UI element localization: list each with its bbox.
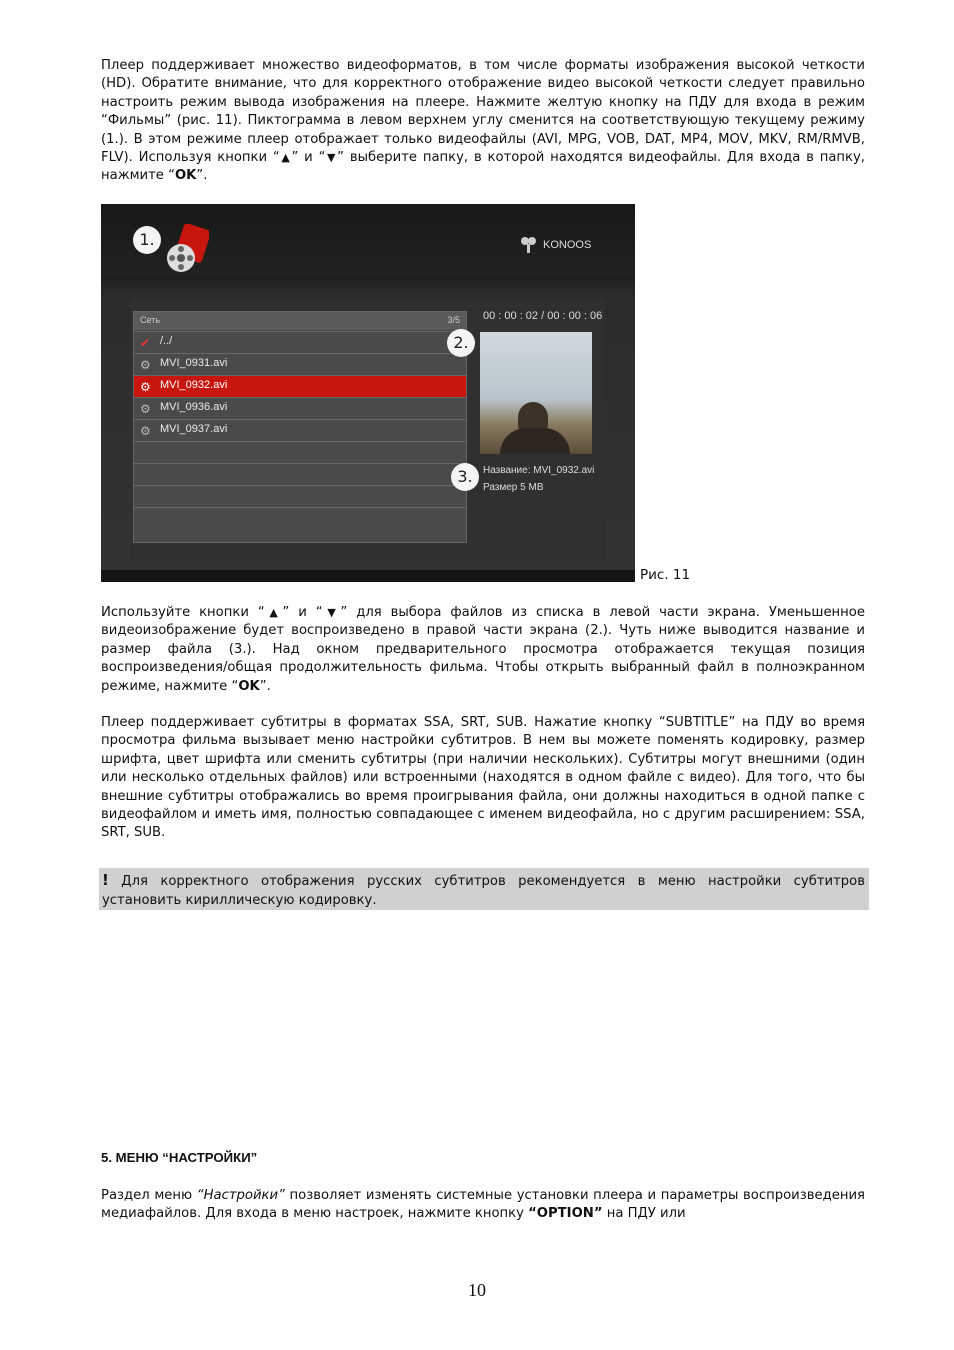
- list-item-label: /../: [160, 335, 173, 347]
- list-item-parent[interactable]: [134, 331, 466, 353]
- text-run: ”.: [196, 168, 208, 184]
- person-body: [500, 428, 570, 454]
- text-run: ” выберите папку, в которой находятся видеофайлы. Для входа в папку, нажмите “: [101, 150, 865, 184]
- video-file-icon: ⚙: [140, 380, 151, 394]
- text-run: на ПДУ или: [602, 1206, 686, 1222]
- file-list: [133, 311, 467, 543]
- file-size-info: Размер 5 MB: [483, 482, 544, 493]
- note-box: [99, 868, 869, 910]
- up-arrow-icon: ▲: [264, 606, 283, 619]
- down-arrow-icon: ▼: [322, 606, 341, 619]
- list-item-label: MVI_0932.avi: [160, 379, 228, 391]
- folder-name: Сеть: [140, 315, 161, 325]
- settings-menu-name: “Настройки”: [196, 1188, 285, 1203]
- playback-timecode: 00 : 00 : 02 / 00 : 00 : 06: [483, 310, 603, 322]
- text-run: ”.: [259, 678, 271, 694]
- paragraph-navigation: [101, 604, 865, 696]
- text-run: ” и “: [291, 150, 326, 166]
- file-list-header: [134, 312, 466, 330]
- list-item-label: MVI_0936.avi: [160, 401, 228, 413]
- figure-11-screenshot: [101, 204, 635, 582]
- list-item-selected[interactable]: [134, 375, 466, 397]
- text-run: позволяет изменять системные установки плеера и параметры воспроизведения медиафайлов. Для входа в меню настроек, нажмите кнопку: [101, 1188, 865, 1222]
- paragraph-video-modes: [101, 57, 865, 186]
- list-item-empty: [134, 485, 466, 507]
- list-item-label: MVI_0937.avi: [160, 423, 228, 435]
- page-number: 10: [468, 1280, 486, 1300]
- text-run: Раздел меню: [101, 1188, 197, 1203]
- list-item-empty: [134, 441, 466, 463]
- list-item[interactable]: [134, 353, 466, 375]
- brand-logo-icon: [519, 234, 539, 254]
- down-arrow-icon: ▼: [325, 151, 338, 165]
- movie-mode-icon: [165, 224, 209, 276]
- text-run: ” для выбора файлов из списка в левой части экрана. Уменьшенное видеоизображение будет воспроизведено в правой части экрана (2.). Чуть ниже выводится название и размер файла (3.). Над окном предварительного просмотра отображается текущая позиция воспроизведения/общая продолжительность фильма. Чтобы открыть выбранный файл в полноэкранном режиме, нажмите “: [101, 605, 865, 694]
- exclamation-icon: !: [102, 871, 109, 889]
- video-file-icon: ⚙: [140, 402, 151, 416]
- paragraph-subtitles: Плеер поддерживает субтитры в форматах SSA, SRT, SUB. Нажатие кнопку “SUBTITLE” на ПДУ во время просмотра фильма вызывает меню настройки субтитров. В нем вы можете поменять кодировку, размер шрифта, цвет шрифта или сменить субтитры (при наличии нескольких). Субтитры могут внешними (один или несколько отдельных файлов) или встроенными (находятся в одном файле с видео). Для того, что бы внешние субтитры отображались во время проигрывания файла, они должны находиться в одной папке с видеофайлом и иметь имя, полностью совпадающее с именем видеофайла, но с другим расширением: SSA, SRT, SUB.: [101, 715, 865, 841]
- brand-logo-text: KONOOS: [543, 239, 592, 251]
- video-file-icon: ⚙: [140, 358, 151, 372]
- callout-badge-2: 2.: [447, 329, 475, 357]
- player-bottom-bar: [101, 570, 635, 582]
- section-heading: 5. МЕНЮ “НАСТРОЙКИ”: [101, 1150, 258, 1165]
- callout-badge-3: 3.: [451, 463, 479, 491]
- list-item-label: MVI_0931.avi: [160, 357, 228, 369]
- ok-key-label: OK: [238, 678, 260, 694]
- figure-caption: Рис. 11: [640, 567, 691, 583]
- option-key-label: “OPTION”: [528, 1206, 603, 1222]
- ok-key-label: OK: [174, 168, 197, 184]
- file-info: [483, 462, 594, 496]
- file-counter: 3/5: [447, 315, 460, 325]
- note-text: Для корректного отображения русских субтитров рекомендуется в меню настройки субтитров установить кириллическую кодировку.: [102, 874, 865, 908]
- text-run: Плеер поддерживает множество видеоформатов, в том числе форматы изображения высокой четкости (HD). Обратите внимание, что для корректного отображение видео высокой четкости следует правильно настроить режим вывода изображения на плеере. Нажмите желтую кнопку на ПДУ для входа в режим “Фильмы” (рис. 11). Пиктограмма в левом верхнем углу сменится на соответствующую текущему режиму (1.). В этом режиме плеер отображает только видеофайлы (AVI, MPG, VOB, DAT, MP4, MOV, MKV, RM/RMVB, FLV). Используя кнопки “: [101, 58, 865, 166]
- checkmark-icon: ✔: [140, 336, 151, 350]
- file-name-info: Название: MVI_0932.avi: [483, 465, 595, 476]
- paragraph-settings: [101, 1187, 865, 1224]
- list-item[interactable]: [134, 419, 466, 441]
- list-item[interactable]: [134, 397, 466, 419]
- callout-badge-1: 1.: [133, 226, 161, 254]
- list-item-empty: [134, 463, 466, 485]
- video-preview-thumbnail: [480, 332, 592, 454]
- list-item-empty: [134, 507, 466, 529]
- text-run: ” и “: [282, 605, 323, 620]
- video-file-icon: ⚙: [140, 424, 151, 438]
- up-arrow-icon: ▲: [279, 151, 292, 165]
- text-run: Используйте кнопки “: [101, 605, 265, 620]
